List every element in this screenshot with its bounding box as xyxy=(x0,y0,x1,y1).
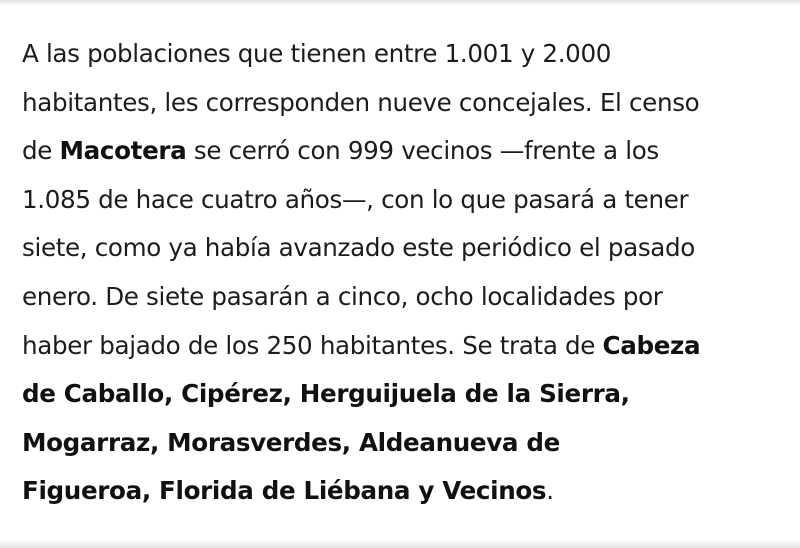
bold-place-name: Figueroa, Florida de Liébana y Vecinos xyxy=(22,476,547,506)
text-segment: . xyxy=(546,476,554,506)
bold-place-name: de Caballo, Cipérez, Herguijuela de la Sierra, xyxy=(22,379,630,409)
paragraph-line xyxy=(22,273,770,322)
text-segment: de xyxy=(22,136,60,166)
text-segment: haber bajado de los 250 habitantes. Se trata de xyxy=(22,330,603,360)
paragraph-line xyxy=(22,419,770,468)
paragraph-line xyxy=(22,30,770,79)
paragraph-line xyxy=(22,127,770,176)
top-divider xyxy=(0,0,800,6)
bold-place-name: Macotera xyxy=(59,136,187,166)
article-paragraph xyxy=(22,30,770,516)
text-segment: A las poblaciones que tienen entre 1.001 y 2.000 xyxy=(22,39,612,68)
paragraph-line xyxy=(22,467,770,516)
bold-place-name: Mogarraz, Morasverdes, Aldeanueva de xyxy=(22,427,560,457)
text-segment: habitantes, les corresponden nueve concejales. El censo xyxy=(22,87,700,117)
paragraph-line xyxy=(22,176,770,225)
paragraph-line xyxy=(22,370,770,419)
paragraph-line xyxy=(22,79,770,128)
bottom-divider xyxy=(0,539,800,548)
text-segment: se cerró con 999 vecinos —frente a los xyxy=(186,136,659,166)
text-segment: 1.085 de hace cuatro años—, con lo que pasará a tener xyxy=(22,184,689,214)
paragraph-line xyxy=(22,224,770,273)
paragraph-line xyxy=(22,322,770,371)
text-segment: siete, como ya había avanzado este periódico el pasado xyxy=(22,233,695,263)
text-segment: enero. De siete pasarán a cinco, ocho localidades por xyxy=(22,281,663,311)
bold-place-name: Cabeza xyxy=(602,330,701,360)
